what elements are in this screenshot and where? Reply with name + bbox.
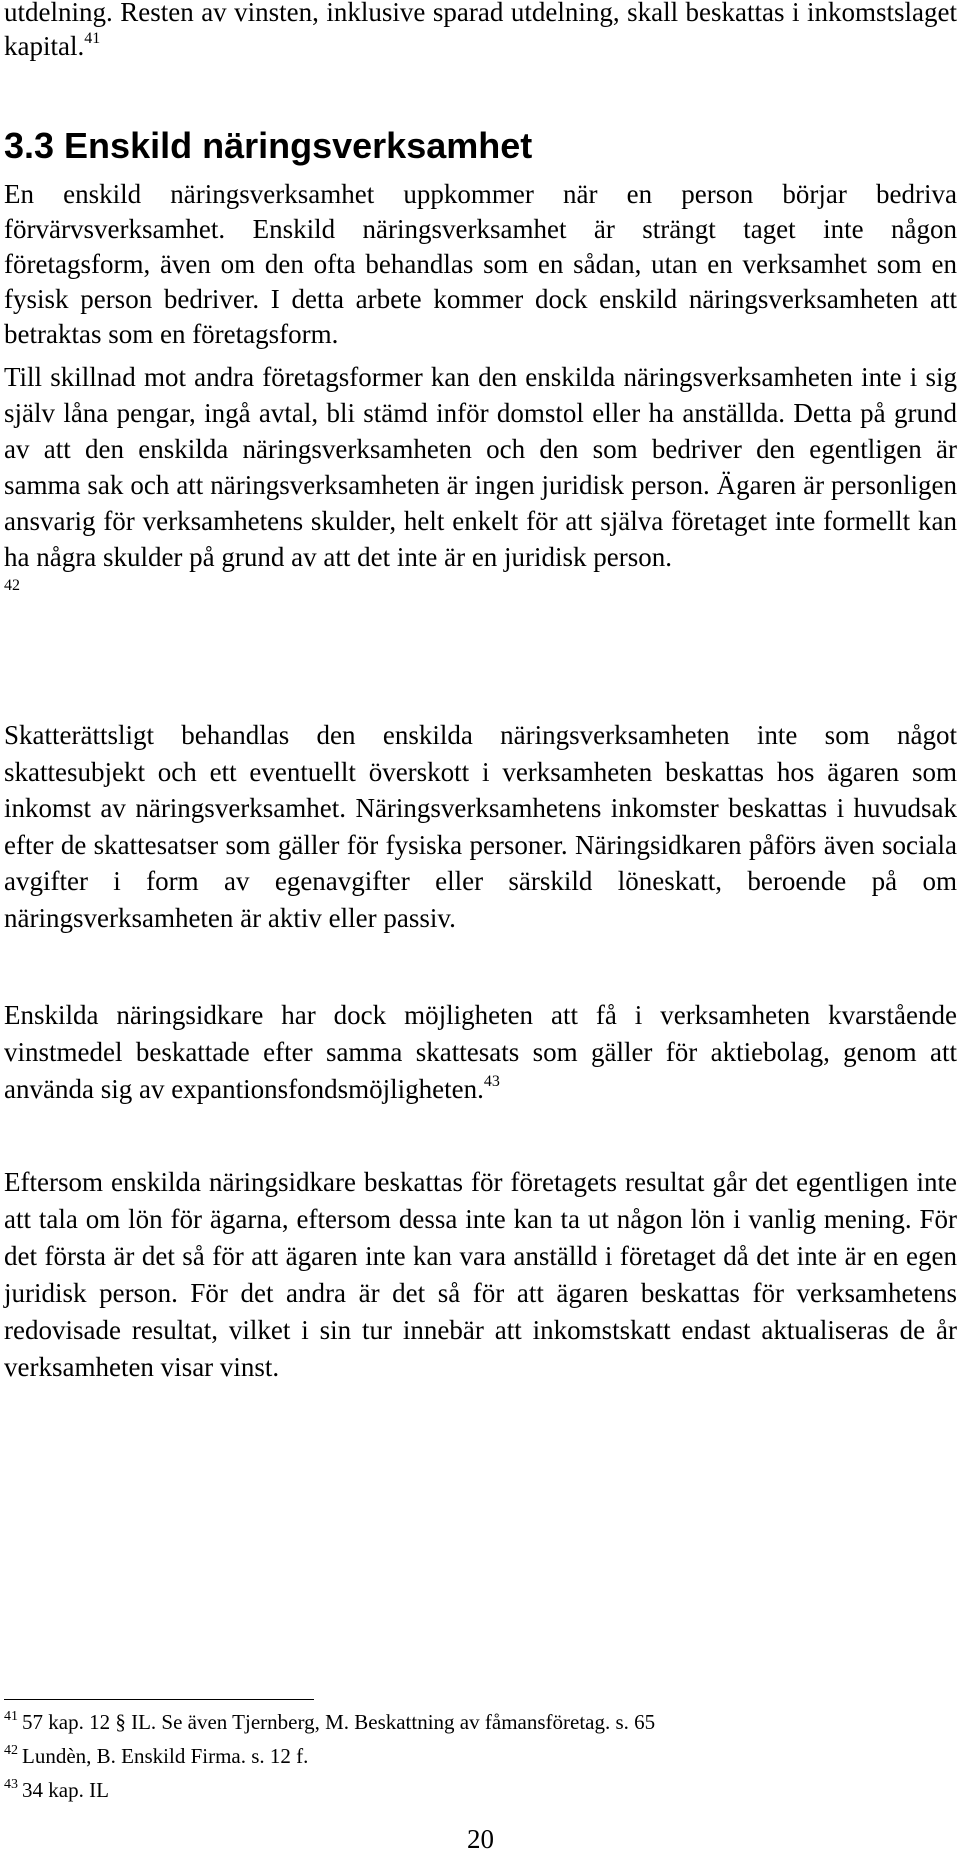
paragraph-5 [4, 1164, 957, 1386]
section-heading: 3.3 Enskild näringsverksamhet [4, 125, 533, 166]
page-number: 20 [467, 1824, 494, 1854]
paragraph-2 [4, 359, 957, 595]
footnote-number: 41 [4, 1709, 18, 1724]
footnote-ref-41[interactable]: 41 [84, 30, 101, 47]
paragraph-5-text: Eftersom enskilda näringsidkare beskattas för företagets resultat går det egentligen inte att tala om lön för ägarna, eftersom dessa inte kan ta ut någon lön i vanlig mening. För det första är det så för att ägaren inte kan vara anställd i företaget då det inte är en egen juridisk person. För det andra är det så för att ägaren beskattas för verksamhetens redovisade resultat, vilket i sin tur innebär att inkomstskatt endast aktualiseras de år verksamheten visar vinst. [4, 1167, 957, 1382]
paragraph-3 [4, 717, 957, 936]
footnotes [4, 1705, 957, 1807]
footnote-separator [4, 1699, 314, 1700]
footnote-text: 57 kap. 12 § IL. Se även Tjernberg, M. Beskattning av fåmansföretag. s. 65 [22, 1710, 656, 1734]
footnote-number: 42 [4, 1743, 18, 1758]
paragraph-4-text: Enskilda näringsidkare har dock möjligheten att få i verksamheten kvarstående vinstmedel beskattade efter samma skattesats som gäller för aktiebolag, genom att använda sig av expantionsfondsmöjligheten. [4, 1000, 957, 1104]
footnote-number: 43 [4, 1777, 18, 1792]
paragraph-3-text: Skatterättsligt behandlas den enskilda näringsverksamheten inte som något skattesubjekt och ett eventuellt överskott i verksamheten beskattas hos ägaren som inkomst av näringsverksamhet. Näringsverksamhetens inkomster beskattas i huvudsak efter de skattesatser som gäller för fysiska personer. Näringsidkaren påförs även sociala avgifter i form av egenavgifter eller särskild löneskatt, beroende på om näringsverksamheten är aktiv eller passiv. [4, 720, 957, 933]
footnote-text: Lundèn, B. Enskild Firma. s. 12 f. [22, 1744, 309, 1768]
continued-paragraph-text: utdelning. Resten av vinsten, inklusive sparad utdelning, skall beskattas i inkomstslaget kapital. [4, 0, 957, 61]
footnote-text: 34 kap. IL [22, 1778, 109, 1802]
paragraph-4 [4, 997, 957, 1108]
footnote-ref-42[interactable]: 42 [4, 577, 20, 594]
footnote-43 [4, 1773, 957, 1807]
paragraph-2-text: Till skillnad mot andra företagsformer kan den enskilda näringsverksamheten inte i sig själv låna pengar, ingå avtal, bli stämd inför domstol eller ha anställda. Detta på grund av att den enskilda näringsverksamheten och den som bedriver den egentligen är samma sak och att näringsverksamheten är ingen juridisk person. Ägaren är personligen ansvarig för verksamhetens skulder, helt enkelt för att själva företaget inte formellt kan ha några skulder på grund av att det inte är en juridisk person. [4, 362, 957, 572]
footnote-41 [4, 1705, 957, 1739]
paragraph-1 [4, 177, 957, 352]
footnote-ref-43[interactable]: 43 [483, 1073, 500, 1090]
continued-paragraph [4, 0, 957, 63]
footnote-42 [4, 1739, 957, 1773]
paragraph-1-text: En enskild näringsverksamhet uppkommer när en person börjar bedriva förvärvsverksamhet. Enskild näringsverksamhet är strängt taget inte någon företagsform, även om den ofta behandlas som en sådan, utan en verksamhet som en fysisk person bedriver. I detta arbete kommer dock enskild näringsverksamheten att betraktas som en företagsform. [4, 179, 957, 349]
